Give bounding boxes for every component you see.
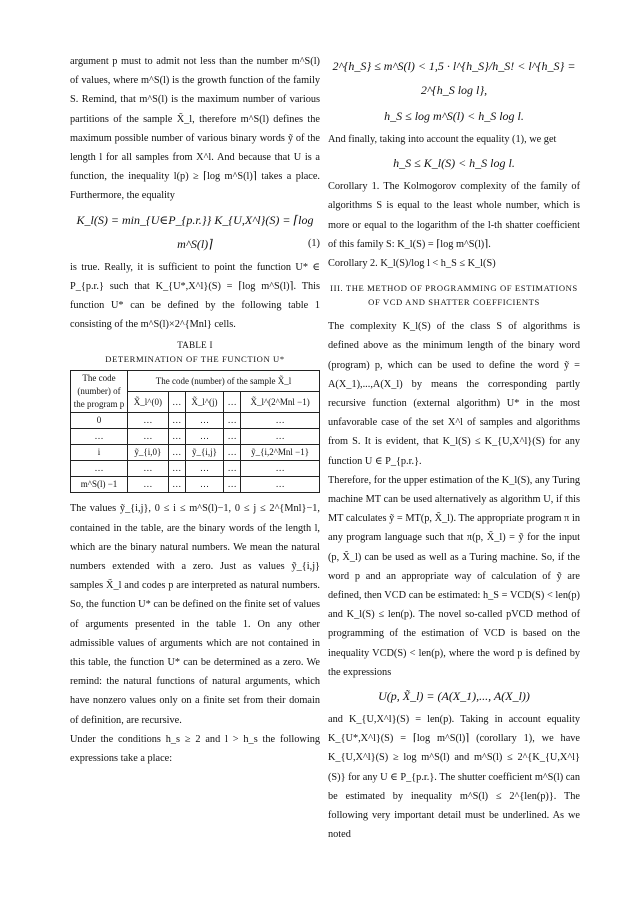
table-cell: ỹ_{i,2^Mnl −1} bbox=[241, 445, 320, 461]
paragraph: and K_{U,X^l}(S) = len(p). Taking in account equality K_{U*,X^l}(S) = ⌈log m^S(l)⌉ (corollary 1), we have K_{U,X^l}(S) ≥ log m^S(l) and m^S(l) ≤ 2^{K_{U,X^l}(S)} for any U ∈ P_{p.r.}. The shutter coefficient m^S(l) can be estimated by inequality m^S(l) ≤ 2^{len(p)}. The following very important detail must be underlined. As we noted bbox=[328, 714, 580, 841]
paragraph: is true. Really, it is sufficient to point the function U* ∈ P_{p.r.} such that K_{U*,X^l}(S) = ⌈log m^S(l)⌉. This function U* can be defined by the following table 1 consisting of the m^S(l)×2^{Mnl} cells. bbox=[70, 261, 320, 331]
table-cell: … bbox=[224, 461, 241, 477]
paragraph: The complexity K_l(S) of the class S of algorithms is defined above as the minimum length of the binary word (program) p, which can be used to define the word ỹ = A(X_1),...,A(X_l) by means the corresponding partly recursive function (external algorithm) U* in the most unfavorable case of the set X^l of samples and algorithms from S. It is evident, that K_l(S) ≤ K_{U,X^l}(S) for any function U ∈ P_{p.r.}. bbox=[328, 321, 580, 467]
section-title: III. THE METHOD OF PROGRAMMING OF ESTIMATIONS OF VCD AND SHATTER COEFFICIENTS bbox=[330, 283, 578, 308]
table-row bbox=[71, 429, 320, 445]
equation-text: K_l(S) = min_{U∈P_{p.r.}} K_{U,X^l}(S) = ⌈log m^S(l)⌉ bbox=[76, 212, 314, 251]
table-row bbox=[71, 477, 320, 493]
equation-number: (1) bbox=[307, 237, 320, 249]
equation-3: h_S ≤ log m^S(l) < h_S log l. bbox=[384, 109, 524, 123]
paragraph: argument p must to admit not less than the number m^S(l) of values, where m^S(l) is the growth function of the family S. Remind, that m^S(l) is the maximum number of various partitions of the sample X̃_l, therefore m^S(l) defines the maximum possible number of various binary words ỹ of the length l for all samples from X^l. And because that U is a function, the inequality l(p) ≥ ⌈log m^S(l)⌉ takes a place. Furthermore, the equality bbox=[70, 56, 320, 202]
corollary-1: Corollary 1. The Kolmogorov complexity of the family of algorithms S is equal to the least whole number, which is more or equal to the logarithm of the l-th shatter coefficient of this family S: K_l(S) = ⌈log m^S(l)⌉. bbox=[328, 181, 580, 250]
table-cell: … bbox=[168, 461, 185, 477]
right-column bbox=[328, 52, 580, 845]
table-header-cell: … bbox=[224, 392, 241, 413]
table-cell: ỹ_{i,0} bbox=[128, 445, 169, 461]
table-cell: 0 bbox=[71, 413, 128, 429]
table-cell: … bbox=[241, 429, 320, 445]
table-caption: TABLE I bbox=[177, 340, 213, 351]
table-cell: … bbox=[224, 445, 241, 461]
table-cell: … bbox=[71, 429, 128, 445]
table-cell: … bbox=[241, 461, 320, 477]
table-cell: … bbox=[185, 413, 223, 429]
table-cell: … bbox=[128, 461, 169, 477]
table-header-cell: X̃_l^(2^Mnl −1) bbox=[241, 392, 320, 413]
table-cell: … bbox=[241, 413, 320, 429]
equation-2: 2^{h_S} ≤ m^S(l) < 1,5 · l^{h_S}/h_S! < l^{h_S} = 2^{h_S log l}, bbox=[332, 59, 576, 97]
table-header-cell: … bbox=[168, 392, 185, 413]
table-cell: … bbox=[168, 477, 185, 493]
table-cell: … bbox=[168, 413, 185, 429]
table-title: DETERMINATION OF THE FUNCTION U* bbox=[105, 354, 285, 365]
table-row bbox=[71, 445, 320, 461]
paragraph: Therefore, for the upper estimation of the K_l(S), any Turing machine MT can be used alternatively as algorithm U, if this MT calculates ỹ = MT(p, X̃_l). The appropriate program π in any program language such that π(p, X̃_l) = ỹ for the input (p, X̃_l) can be used as well as a Turing machine. So, if the word p and an appropriate way of calculation of ỹ are defined, then VCD can be estimated: h_S = VCD(S) < len(p) and K_l(S) ≤ len(p). The novel so-called pVCD method of programming of the estimation of VCD is based on the inequality VCD(S) < len(p), where the word p is defined by the expressions bbox=[328, 474, 580, 678]
table-cell: ỹ_{i,j} bbox=[185, 445, 223, 461]
table-header-cell: The code (number) of the sample X̃_l bbox=[128, 371, 320, 392]
table-header-cell: X̃_l^(j) bbox=[185, 392, 223, 413]
equation-4: h_S ≤ K_l(S) < h_S log l. bbox=[393, 156, 515, 171]
table-header-cell: The code (number) of the program p bbox=[71, 371, 128, 413]
table-cell: … bbox=[185, 477, 223, 493]
table-cell: … bbox=[224, 413, 241, 429]
table-cell: … bbox=[224, 429, 241, 445]
equation-5: U(p, X̃_l) = (A(X_1),..., A(X_l)) bbox=[378, 689, 530, 704]
paragraph: And finally, taking into account the equality (1), we get bbox=[328, 134, 557, 145]
table-row bbox=[71, 413, 320, 429]
table-cell: … bbox=[185, 461, 223, 477]
table bbox=[70, 370, 320, 493]
left-column bbox=[70, 52, 320, 768]
paragraph: The values ỹ_{i,j}, 0 ≤ i ≤ m^S(l)−1, 0 ≤ j ≤ 2^{Mnl}−1, contained in the table, are the binary words of the length l, which are the binary natural numbers. We mean the natural numbers extended with a zero. Just as values ỹ_{i,j} samples X̃_l and codes p are interpreted as natural numbers. So, the function U* can be defined on the finite set of values of arguments presented in the table 1. On any other admissible values of arguments which are not contained in this table, the function U* can be determined as a zero. We remind: the natural functions of natural arguments, which have nonzero values only on a finite set from their domain of definition, are recursive. bbox=[70, 503, 320, 726]
table-cell: i bbox=[71, 445, 128, 461]
corollary-2: Corollary 2. K_l(S)/log l < h_S ≤ K_l(S) bbox=[328, 258, 496, 270]
table-cell: … bbox=[128, 413, 169, 429]
table-cell: … bbox=[71, 461, 128, 477]
table-cell: … bbox=[185, 429, 223, 445]
table-cell: … bbox=[168, 429, 185, 445]
table-header-cell: X̃_l^(0) bbox=[128, 392, 169, 413]
table-cell: … bbox=[241, 477, 320, 493]
table-row bbox=[71, 461, 320, 477]
table-cell: … bbox=[224, 477, 241, 493]
table-header-row bbox=[71, 371, 320, 392]
table-cell: … bbox=[128, 477, 169, 493]
table-cell: … bbox=[128, 429, 169, 445]
paragraph: Under the conditions h_s ≥ 2 and l > h_s the following expressions take a place: bbox=[70, 733, 320, 765]
table-cell: m^S(l) −1 bbox=[71, 477, 128, 493]
table-cell: … bbox=[168, 445, 185, 461]
equation-1 bbox=[70, 208, 320, 256]
